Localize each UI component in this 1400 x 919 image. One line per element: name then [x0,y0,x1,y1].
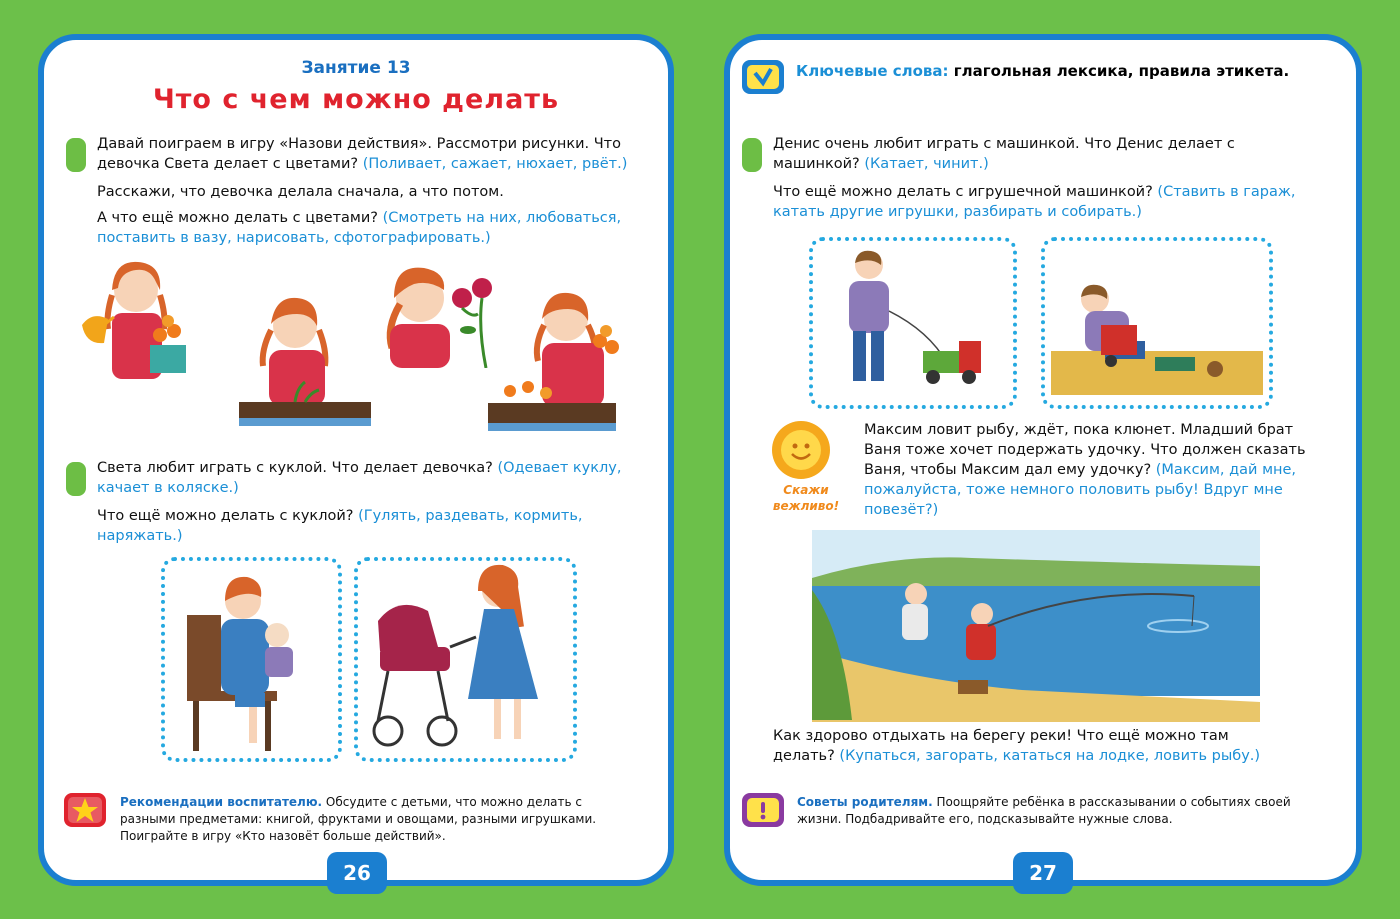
task-marker [66,138,86,172]
teacher-recommendation [120,794,640,845]
say-politely-label: Скажи вежливо! [772,483,840,513]
boy-fixing-truck-frame [1041,237,1273,409]
task-text [864,420,1326,520]
page-number: 27 [1013,852,1073,894]
left-header [38,34,674,134]
key-words [796,62,1289,80]
task-text [97,458,642,498]
task-text [97,208,652,248]
question: Что ещё можно делать с игрушечной машинкой? [773,184,1153,200]
sun-icon [771,420,831,480]
checkmark-icon [742,60,784,94]
girl-picking-flowers-illustration [488,285,628,435]
exclamation-icon [742,793,784,827]
key-words-text: глагольная лексика, правила этикета. [953,62,1290,80]
answer: (Ставить в гараж, катать другие игрушки, разбирать и собирать.) [773,184,1296,220]
girl-with-doll-illustration [165,561,338,758]
star-icon [64,793,106,827]
answer: (Гулять, раздевать, кормить, наряжать.) [97,508,583,544]
task-marker [66,462,86,496]
note-title: Советы родителям. [797,795,933,809]
task-text [773,726,1265,766]
boy-pulling-truck-frame [809,237,1017,409]
task-text [97,506,617,546]
girl-with-stroller-illustration [358,561,573,758]
question: А что ещё можно делать с цветами? [97,210,378,226]
girl-planting-flowers-illustration [235,290,375,430]
page-title: Что с чем можно делать [152,84,560,115]
note-text: Поощряйте ребёнка в рассказывании о событиях своей жизни. Подбадривайте его, подсказывайте нужные слова. [797,795,1291,826]
answer: (Купаться, загорать, кататься на лодке, ловить рыбу.) [839,748,1261,764]
girl-with-stroller-frame [354,557,577,762]
boys-fishing-illustration [812,530,1260,722]
answer: (Поливает, сажает, нюхает, рвёт.) [362,156,628,172]
question: Давай поиграем в игру «Назови действия». Рассмотри рисунки. Что девочка Света делает с цветами? [97,136,621,172]
note-title: Рекомендации воспитателю. [120,795,323,809]
answer: (Катает, чинит.) [864,156,989,172]
girl-with-doll-frame [161,557,342,762]
answer: (Одевает куклу, качает в коляске.) [97,460,622,496]
question: Максим ловит рыбу, ждёт, пока клюнет. Младший брат Ваня тоже хочет подержать удочку. Что должен сказать Ваня, чтобы Максим дал ему удочку? [864,422,1306,478]
question: Как здорово отдыхать на берегу реки! Что ещё можно там делать? [773,728,1229,764]
question: Денис очень любит играть с машинкой. Что Денис делает с машинкой? [773,136,1235,172]
lesson-number: Занятие 13 [301,58,411,78]
answer: (Смотреть на них, любоваться, поставить в вазу, нарисовать, сфотографировать.) [97,210,622,246]
girl-watering-flowers-illustration [74,255,204,385]
boy-fixing-truck-illustration [1045,241,1269,405]
parents-advice [797,794,1317,828]
question: Света любит играть с куклой. Что делает девочка? [97,460,493,476]
task-text [773,134,1253,174]
page-number: 26 [327,852,387,894]
question: Что ещё можно делать с куклой? [97,508,354,524]
boy-pulling-truck-illustration [813,241,1013,405]
task-text [97,134,637,174]
note-text: Обсудите с детьми, что можно делать с разными предметами: книгой, фруктами и овощами, разными игрушками. Поиграйте в игру «Кто назовёт больше действий». [120,795,597,843]
task-text [773,182,1328,222]
task-marker [742,138,762,172]
key-words-label: Ключевые слова: [796,62,949,80]
book-spine [674,50,724,840]
answer: (Максим, дай мне, пожалуйста, тоже немного половить рыбу! Вдруг мне повезёт?) [864,462,1297,518]
task-text: Расскажи, что девочка делала сначала, а что потом. [97,184,504,200]
